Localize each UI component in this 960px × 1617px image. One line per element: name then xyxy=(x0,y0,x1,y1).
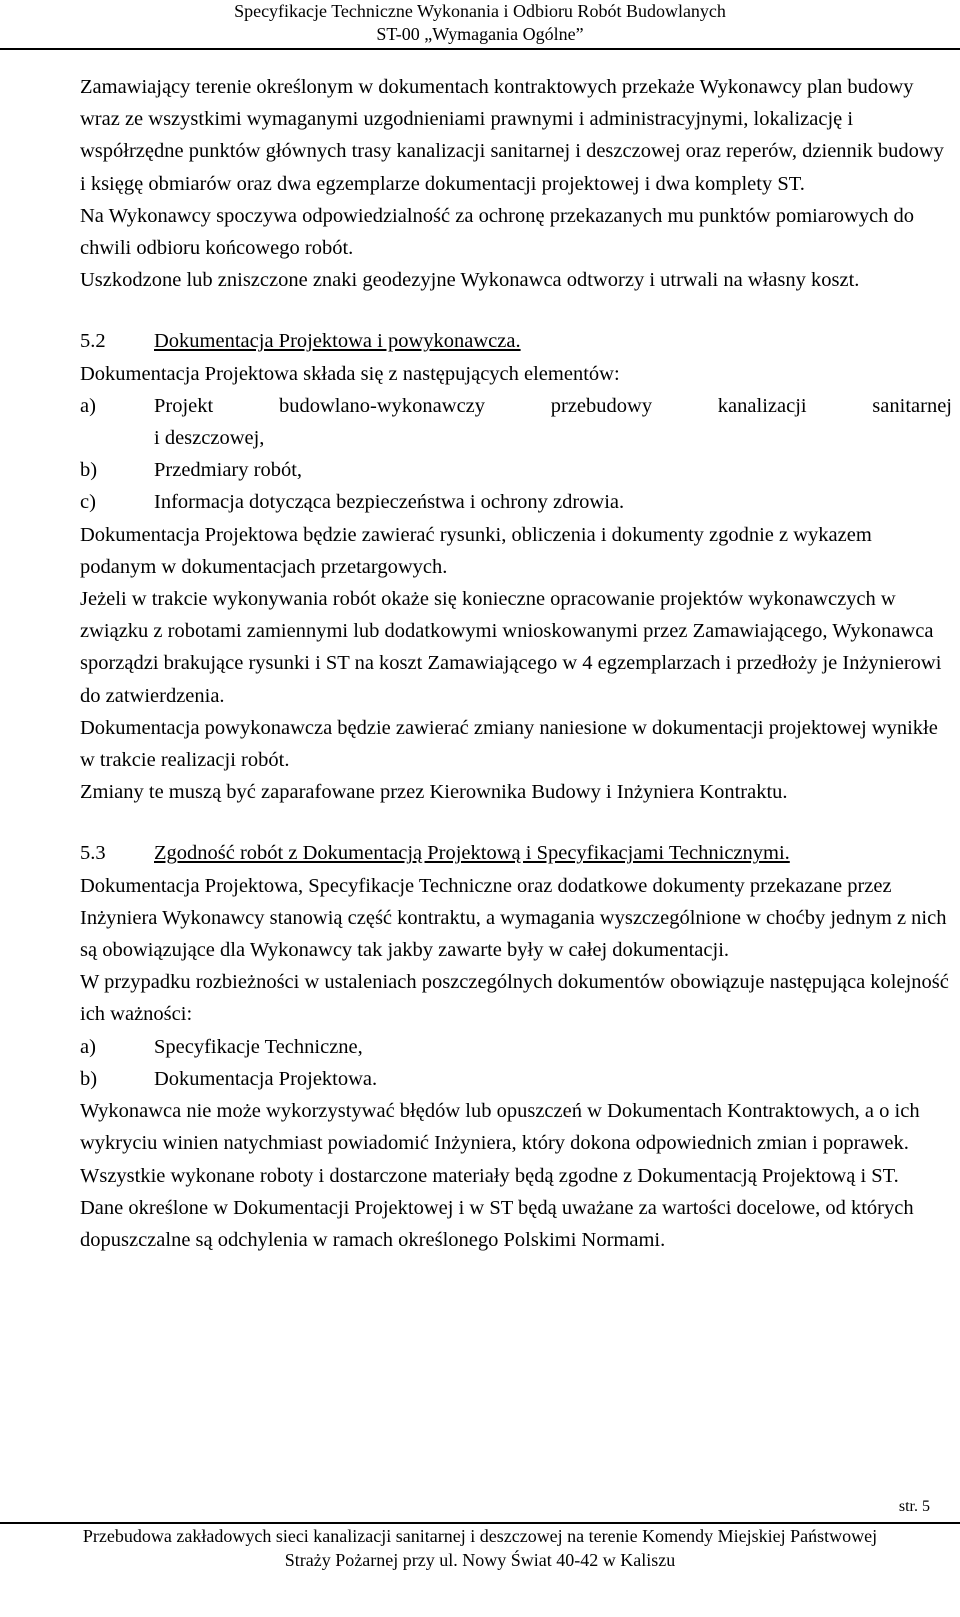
page-number: str. 5 xyxy=(898,1498,930,1515)
list-item xyxy=(80,1031,952,1063)
paragraph: Dokumentacja Projektowa składa się z następujących elementów: xyxy=(80,362,620,385)
paragraph: Jeżeli w trakcie wykonywania robót okaże się konieczne opracowanie projektów wykonawczych w związku z robotami zamiennymi lub dodatkowymi wnioskowanymi przez Zamawiającego, Wykonawca sporządzi brakujące rysunki i ST na koszt Zamawiającego w 4 egzemplarzach i przedłoży je Inżynierowi do zatwierdzenia. xyxy=(80,588,942,707)
list-text: Specyfikacje Techniczne, xyxy=(154,1035,363,1058)
paragraph: Uszkodzone lub zniszczone znaki geodezyjne Wykonawca odtworzy i utrwali na własny koszt. xyxy=(80,269,860,292)
list-label: a) xyxy=(80,1035,96,1058)
spacer xyxy=(80,296,952,325)
page-footer xyxy=(0,1524,960,1572)
header-title: Specyfikacje Techniczne Wykonania i Odbioru Robót Budowlanych xyxy=(234,1,726,21)
section-title: Dokumentacja Projektowa i powykonawcza. xyxy=(154,330,521,353)
list-label: b) xyxy=(80,459,98,482)
paragraph: Dokumentacja powykonawcza będzie zawierać zmiany naniesione w dokumentacji projektowej wynikłe w trakcie realizacji robót. xyxy=(80,716,938,772)
list-item xyxy=(80,1063,952,1095)
list-item xyxy=(80,390,952,422)
list-text: Informacja dotycząca bezpieczeństwa i ochrony zdrowia. xyxy=(154,491,625,514)
paragraph: W przypadku rozbieżności w ustaleniach poszczególnych dokumentów obowiązuje następująca kolejność ich ważności: xyxy=(80,971,949,1026)
list-text: Przedmiary robót, xyxy=(154,459,303,482)
document-body xyxy=(80,71,952,1256)
list-label: b) xyxy=(80,1067,98,1090)
header-divider xyxy=(0,48,960,50)
page-header xyxy=(0,0,960,48)
section-heading-5-3 xyxy=(80,837,952,869)
paragraph: Dane określone w Dokumentacji Projektowej i w ST będą uważane za wartości docelowe, od których dopuszczalne są odchylenia w ramach określonego Polskimi Normami. xyxy=(80,1196,914,1251)
list-item xyxy=(80,486,952,518)
section-number: 5.3 xyxy=(80,842,106,865)
paragraph: Dokumentacja Projektowa, Specyfikacje Techniczne oraz dodatkowe dokumenty przekazane przez Inżyniera Wykonawcy stanowią część kontraktu, a wymagania wyszczególnione w choćby jednym z nich są obowiązujące dla Wykonawcy tak jakby zawarte były w całej dokumentacji. xyxy=(80,874,947,962)
paragraph: Zmiany te muszą być zaparafowane przez Kierownika Budowy i Inżyniera Kontraktu. xyxy=(80,781,788,804)
spacer xyxy=(80,808,952,837)
list-label: a) xyxy=(80,394,96,417)
footer-line-2: Straży Pożarnej przy ul. Nowy Świat 40-42 w Kaliszu xyxy=(284,1550,676,1570)
paragraph: Wszystkie wykonane roboty i dostarczone materiały będą zgodne z Dokumentacją Projektową i ST. xyxy=(80,1164,899,1187)
paragraph: Na Wykonawcy spoczywa odpowiedzialność za ochronę przekazanych mu punktów pomiarowych do chwili odbioru końcowego robót. xyxy=(80,204,915,260)
paragraph: Dokumentacja Projektowa będzie zawierać rysunki, obliczenia i dokumenty zgodnie z wykazem podanym w dokumentacjach przetargowych. xyxy=(80,523,872,578)
list-text-continuation: i deszczowej, xyxy=(154,427,265,450)
paragraph: Zamawiający terenie określonym w dokumentach kontraktowych przekaże Wykonawcy plan budowy wraz ze wszystkimi wymaganymi uzgodnieniami prawnymi i administracyjnymi, lokalizację i współrzędne punktów głównych trasy kanalizacji sanitarnej i deszczowej oraz reperów, dziennik budowy i księgę obmiarów oraz dwa egzemplarze dokumentacji projektowej i dwa komplety ST. xyxy=(80,76,944,195)
list-text: Projekt budowlano-wykonawczy przebudowy kanalizacji sanitarnej xyxy=(154,394,952,417)
list-label: c) xyxy=(80,491,96,514)
section-title: Zgodność robót z Dokumentacją Projektową i Specyfikacjami Technicznymi. xyxy=(154,842,790,865)
section-heading-5-2 xyxy=(80,325,952,357)
section-number: 5.2 xyxy=(80,330,106,353)
header-subtitle: ST-00 „Wymagania Ogólne” xyxy=(376,24,584,44)
footer-line-1: Przebudowa zakładowych sieci kanalizacji sanitarnej i deszczowej na terenie Komendy Miejskiej Państwowej xyxy=(82,1526,878,1546)
list-item xyxy=(80,454,952,486)
list-text: Dokumentacja Projektowa. xyxy=(154,1067,378,1090)
paragraph: Wykonawca nie może wykorzystywać błędów lub opuszczeń w Dokumentach Kontraktowych, a o ich wykryciu winien natychmiast powiadomić Inżyniera, który dokona odpowiednich zmian i poprawek. xyxy=(80,1100,920,1155)
